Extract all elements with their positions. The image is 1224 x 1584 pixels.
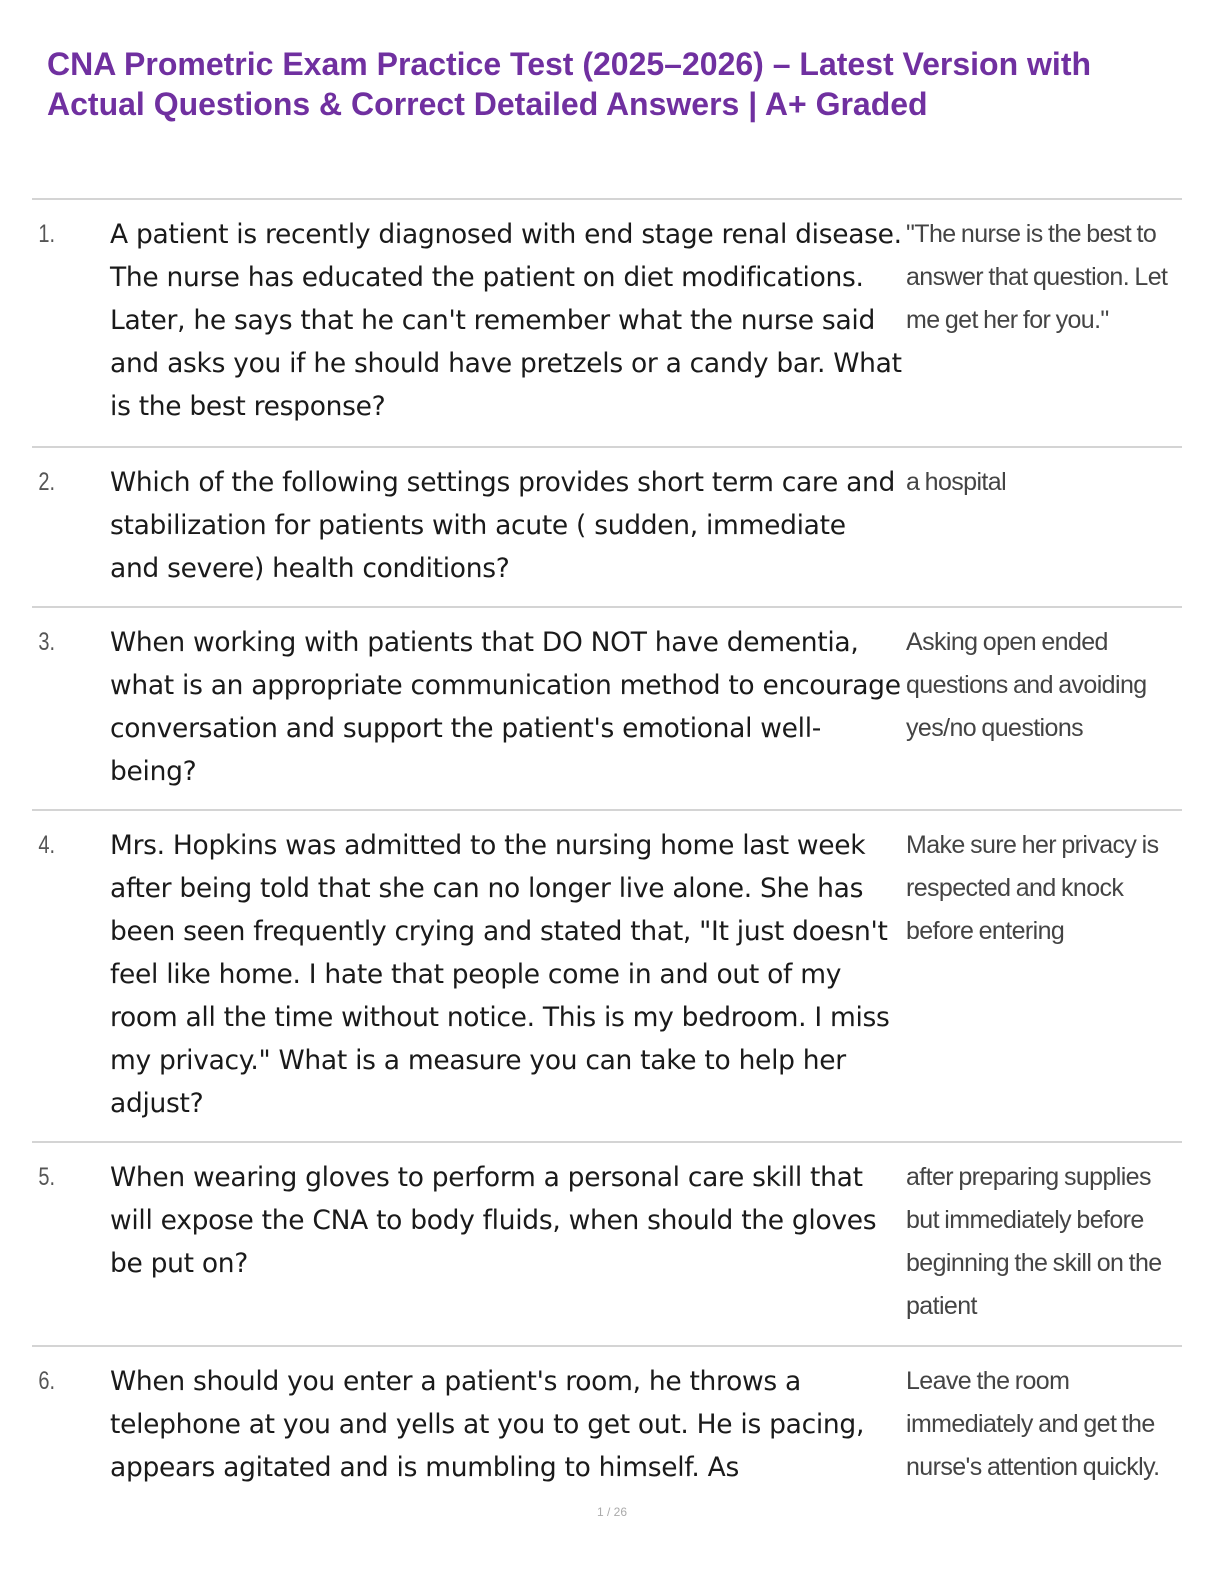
question-number: 5. [38,1163,56,1191]
question-text: When should you enter a patient's room, he throws a telephone at you and yells at you to get out. He is pacing, appears agitated and is mumbling to himself. As [110,1366,865,1483]
question-number: 4. [38,831,56,859]
question-row [32,608,1182,811]
question-number: 6. [38,1367,56,1395]
question-text: When wearing gloves to perform a personal care skill that will expose the CNA to body fluids, when should the gloves be put on? [110,1162,877,1279]
page-indicator: 1 / 26 [596,1505,628,1519]
question-row [32,448,1182,608]
question-text: When working with patients that DO NOT have dementia, what is an appropriate communication method to encourage conversation and support the patient's emotional well-being? [110,627,901,787]
document-title: CNA Prometric Exam Practice Test (2025–2026) – Latest Version with Actual Questions & Correct Detailed Answers | A+ Graded [47,46,1092,122]
answer-text: after preparing supplies but immediately before beginning the skill on the patient [906,1163,1162,1320]
question-row [32,811,1182,1143]
question-row [32,1143,1182,1347]
question-text: A patient is recently diagnosed with end stage renal disease. The nurse has educated the patient on diet modifications. Later, he says that he can't remember what the nurse said and asks you if he should have pretzels or a candy bar. What is the best response? [110,219,902,422]
question-number: 1. [38,220,56,248]
answer-text: Asking open ended questions and avoiding yes/no questions [906,628,1147,742]
answer-text: Leave the room immediately and get the nurse's attention quickly. [906,1367,1160,1481]
question-row [32,200,1182,448]
answer-text: "The nurse is the best to answer that question. Let me get her for you." [906,220,1168,334]
answer-text: a hospital [906,468,1007,496]
question-text: Mrs. Hopkins was admitted to the nursing home last week after being told that she can no longer live alone. She has been seen frequently crying and stated that, "It just doesn't feel like home. I hate that people come in and out of my room all the time without notice. This is my bedroom. I miss my privacy." What is a measure you can take to help her adjust? [110,830,890,1119]
question-text: Which of the following settings provides short term care and stabilization for patients with acute ( sudden, immediate and severe) health conditions? [110,467,896,584]
question-number: 3. [38,628,56,656]
question-list [32,198,1182,1507]
question-row [32,1347,1182,1507]
answer-text: Make sure her privacy is respected and knock before entering [906,831,1159,945]
question-number: 2. [38,468,56,496]
